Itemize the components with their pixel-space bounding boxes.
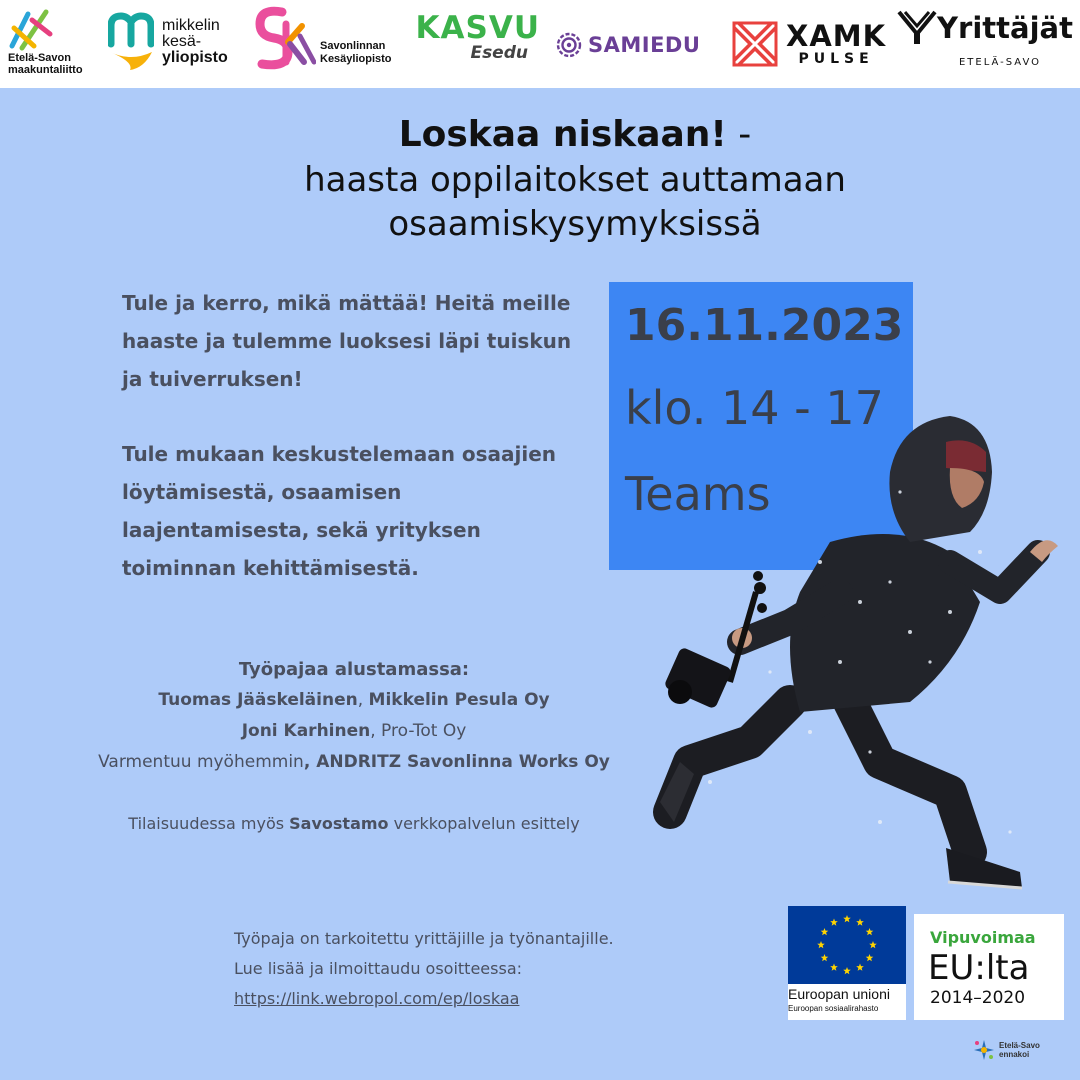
- mikkelin-line3: yliopisto: [162, 49, 228, 66]
- event-date: 16.11.2023: [625, 300, 904, 351]
- savostamo-note: Tilaisuudessa myös Savostamo verkkopalvelun esittely: [128, 814, 580, 833]
- ennakoi-line1: Etelä-Savo: [999, 1041, 1040, 1050]
- samiedu-logo: [556, 28, 726, 62]
- yrittajat-y-mark-icon: [897, 10, 937, 46]
- speaker-name: Tuomas Jääskeläinen: [158, 690, 358, 710]
- etela-savon-maakuntaliitto-logo: [8, 6, 108, 82]
- speaker-org: Mikkelin Pesula Oy: [368, 690, 550, 710]
- mikkelin-kesayliopisto-logo: [108, 10, 238, 74]
- savostamo-name: Savostamo: [289, 814, 389, 833]
- speakers-heading: Työpajaa alustamassa:: [238, 659, 470, 680]
- maakuntaliitto-mark-icon: [8, 6, 54, 52]
- intro-paragraph-1: Tule ja kerro, mikä mättää! Heitä meille haaste ja tulemme luoksesi läpi tuiskun ja tuiverruksen!: [122, 291, 572, 391]
- yrittajat-etela-savo-logo: [894, 10, 1076, 76]
- title-bold: Loskaa niskaan!: [398, 114, 727, 155]
- savonlinnan-line1: Savonlinnan: [320, 40, 386, 52]
- audience-text: Työpaja on tarkoitettu yrittäjille ja työnantajille.: [234, 929, 614, 948]
- xamk-pulse-logo: [732, 14, 890, 74]
- etela-savo-sublabel: ETELÄ-SAVO: [958, 57, 1042, 68]
- kasvu-esedu-logo: [410, 12, 540, 72]
- title-line-2: haasta oppilaitokset auttamaan: [304, 160, 846, 200]
- registration-prompt: Lue lisää ja ilmoittaudu osoitteessa:: [234, 959, 523, 978]
- maakuntaliitto-line2: maakuntaliitto: [8, 64, 83, 76]
- mikkelin-line2: kesä-: [162, 33, 202, 50]
- program-period: 2014–2020: [930, 988, 1026, 1008]
- speaker-org: ANDRITZ Savonlinna Works Oy: [316, 752, 610, 772]
- registration-info: [234, 924, 714, 1014]
- mikkelin-line1: mikkelin: [162, 17, 220, 34]
- title-dash: -: [726, 114, 752, 155]
- title-line-1: [160, 112, 990, 158]
- registration-link[interactable]: https://link.webropol.com/ep/loskaa: [234, 989, 520, 1008]
- speaker-tbd: Varmentuu myöhemmin: [98, 752, 304, 772]
- running-person-photo: [650, 402, 1070, 902]
- vipuvoimaa-eulta-logo: [914, 914, 1064, 1020]
- etela-savo-ennakoi-logo: [972, 1036, 1062, 1064]
- eulta-label: EU:lta: [928, 948, 1030, 988]
- event-time: klo. 14 - 17: [625, 381, 884, 435]
- speaker-org: Pro-Tot Oy: [381, 721, 467, 741]
- pulse-wordmark: PULSE: [798, 51, 874, 67]
- savonlinnan-line2: Kesäyliopisto: [320, 53, 392, 65]
- samiedu-wordmark: SAMIEDU: [588, 33, 701, 57]
- event-title: [160, 112, 990, 246]
- event-place: Teams: [625, 467, 771, 521]
- speaker-row: Tuomas Jääskeläinen, Mikkelin Pesula Oy: [158, 690, 550, 710]
- speaker-row: Joni Karhinen, Pro-Tot Oy: [241, 721, 467, 741]
- speaker-name: Joni Karhinen: [241, 721, 371, 741]
- esedu-wordmark: Esedu: [470, 43, 528, 63]
- intro-paragraph-2: Tule mukaan keskustelemaan osaajien löytämisestä, osaamisen laajentamisesta, sekä yrityksen toiminnan kehittämisestä.: [122, 442, 557, 580]
- ennakoi-star-icon: [972, 1038, 996, 1062]
- savonlinnan-kesayliopisto-logo: [252, 5, 404, 71]
- yrittajat-wordmark: Yrittäjät: [937, 11, 1073, 45]
- eu-stars-flag-icon: [788, 906, 906, 984]
- sky-mark-icon: [252, 6, 316, 70]
- eu-fund-name: Euroopan sosiaalirahasto: [788, 1004, 879, 1013]
- partner-logo-bar: [0, 0, 1080, 88]
- title-line-3: osaamiskysymyksissä: [388, 204, 762, 244]
- vipuvoimaa-label: Vipuvoimaa: [930, 928, 1036, 947]
- samiedu-flower-icon: [556, 32, 582, 58]
- eu-name: Euroopan unioni: [788, 986, 890, 1002]
- xamk-x-mark-icon: [732, 21, 778, 67]
- xamk-wordmark: XAMK: [786, 19, 887, 53]
- speakers-section: [64, 654, 644, 778]
- kasvu-wordmark: KASVU: [415, 10, 540, 46]
- eu-logo: [788, 906, 906, 1020]
- speaker-row: Varmentuu myöhemmin, ANDRITZ Savonlinna Works Oy: [98, 752, 610, 772]
- ennakoi-line2: ennakoi: [999, 1050, 1030, 1059]
- maakuntaliitto-line1: Etelä-Savon: [8, 52, 71, 64]
- mikkelin-m-mark-icon: [108, 12, 154, 72]
